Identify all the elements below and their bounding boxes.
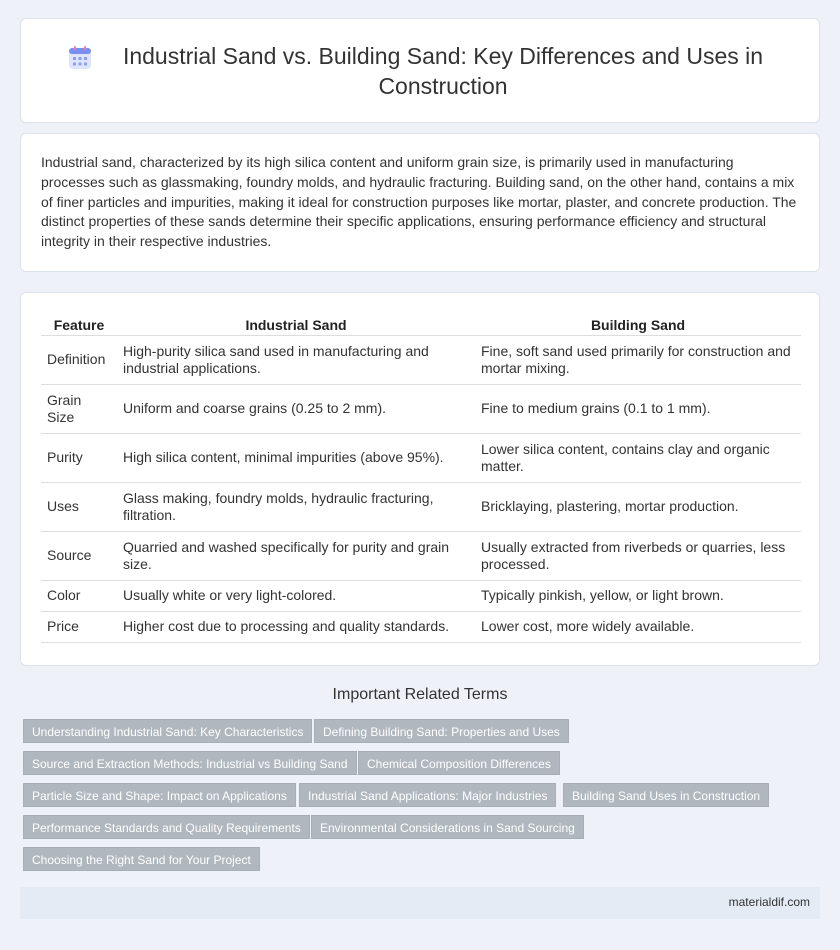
table-row — [41, 581, 801, 612]
row-building: Lower silica content, contains clay and organic matter. — [475, 434, 801, 483]
row-feature: Uses — [41, 483, 117, 532]
table-row — [41, 385, 801, 434]
table-row — [41, 532, 801, 581]
row-feature: Purity — [41, 434, 117, 483]
related-term-tag[interactable]: Choosing the Right Sand for Your Project — [23, 847, 260, 871]
related-terms-title: Important Related Terms — [332, 686, 508, 703]
related-term-tag[interactable]: Particle Size and Shape: Impact on Applications — [23, 783, 296, 807]
row-feature: Definition — [41, 336, 117, 385]
intro-paragraph: Industrial sand, characterized by its high silica content and uniform grain size, is primarily used in manufacturing processes such as glassmaking, foundry molds, and hydraulic fracturing. Building sand, on the other hand, contains a mix of finer particles and impurities, making it ideal for construction purposes like mortar, plaster, and concrete production. The distinct properties of these sands determine their specific applications, ensuring performance efficiency and structural integrity in their respective industries. — [41, 154, 797, 250]
row-industrial: Quarried and washed specifically for purity and grain size. — [117, 532, 475, 581]
row-feature: Source — [41, 532, 117, 581]
row-industrial: Uniform and coarse grains (0.25 to 2 mm). — [117, 385, 475, 434]
row-industrial: High-purity silica sand used in manufacturing and industrial applications. — [117, 336, 475, 385]
row-feature: Price — [41, 612, 117, 643]
related-term-tag[interactable]: Environmental Considerations in Sand Sourcing — [311, 815, 584, 839]
row-building: Fine, soft sand used primarily for construction and mortar mixing. — [475, 336, 801, 385]
related-term-tag[interactable]: Building Sand Uses in Construction — [563, 783, 769, 807]
related-term-tag[interactable]: Performance Standards and Quality Requirements — [23, 815, 310, 839]
footer — [20, 887, 820, 919]
header-industrial-sand: Industrial Sand — [117, 309, 475, 336]
header-feature: Feature — [41, 309, 117, 336]
row-building: Lower cost, more widely available. — [475, 612, 801, 643]
row-building: Bricklaying, plastering, mortar production. — [475, 483, 801, 532]
row-industrial: Glass making, foundry molds, hydraulic fracturing, filtration. — [117, 483, 475, 532]
header-card — [20, 18, 820, 123]
table-row — [41, 336, 801, 385]
row-feature: Color — [41, 581, 117, 612]
row-building: Usually extracted from riverbeds or quarries, less processed. — [475, 532, 801, 581]
related-term-tag[interactable]: Industrial Sand Applications: Major Industries — [299, 783, 556, 807]
comparison-table — [41, 309, 801, 643]
related-term-tag[interactable]: Defining Building Sand: Properties and Uses — [314, 719, 569, 743]
related-term-tag[interactable]: Understanding Industrial Sand: Key Characteristics — [23, 719, 312, 743]
row-industrial: Usually white or very light-colored. — [117, 581, 475, 612]
related-term-tag[interactable]: Chemical Composition Differences — [358, 751, 560, 775]
header-building-sand: Building Sand — [475, 309, 801, 336]
header-inner — [27, 41, 813, 101]
row-feature: Grain Size — [41, 385, 117, 434]
table-row — [41, 612, 801, 643]
row-building: Fine to medium grains (0.1 to 1 mm). — [475, 385, 801, 434]
row-building: Typically pinkish, yellow, or light brown. — [475, 581, 801, 612]
related-term-tag[interactable]: Source and Extraction Methods: Industrial vs Building Sand — [23, 751, 357, 775]
comparison-table-card — [20, 292, 820, 666]
grid-calendar-icon — [67, 45, 93, 71]
table-row — [41, 434, 801, 483]
row-industrial: High silica content, minimal impurities (above 95%). — [117, 434, 475, 483]
table-row — [41, 483, 801, 532]
row-industrial: Higher cost due to processing and quality standards. — [117, 612, 475, 643]
page-title: Industrial Sand vs. Building Sand: Key Differences and Uses in Construction — [122, 42, 764, 99]
table-header-row — [41, 309, 801, 336]
intro-card — [20, 133, 820, 272]
footer-site-link[interactable]: materialdif.com — [728, 895, 810, 909]
